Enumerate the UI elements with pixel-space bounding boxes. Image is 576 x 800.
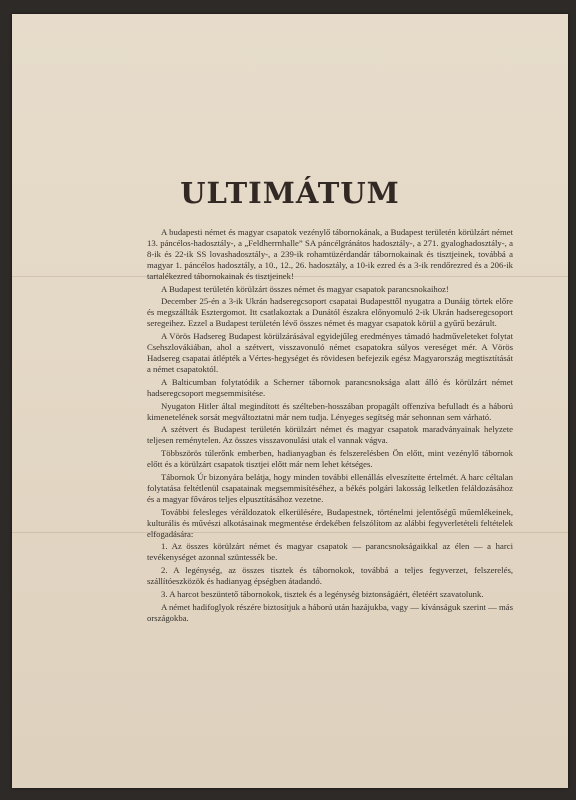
paragraph-balticum: A Balticumban folytatódik a Scherner tábornok parancsnoksága alatt álló és körülzárt német hadseregcsoport megsemmisítése. (147, 376, 513, 398)
paragraph-encirclement: December 25-én a 3-ik Ukrán hadseregcsoport csapatai Budapesttől nyugatra a Dunáig törtek előre és megszállták Esztergomot. Itt csatlakoztak a Dunától északra előnyomuló 2-ik Ukrán hadseregcsoport seregeihez. Ezzel a Budapest területén lévő összes német és magyar csapatok körül a gyűrű bezárult. (147, 296, 513, 329)
paragraph-prisoners: A német hadifoglyok részére biztosítjuk a háború után hazájukba, vagy — kívánságuk szerint — más országokba. (147, 602, 513, 623)
paragraph-resistance: Tábornok Úr bizonyára belátja, hogy minden további ellenállás elveszítette értelmét. A harc céltalan folytatása feltétlenül csapatainak megsemmisítéséhez, a békés polgári lakosság lelketlen feláldozásához és a magyar főváros teljes elpusztításához vezetne. (147, 472, 513, 504)
paragraph-red-army: A Vörös Hadsereg Budapest körülzárásával egyidejűleg eredményes támadó hadműveleteket folytat Csehszlovákiában, ahol a szétvert, visszavonuló német csapatokra súlyos vereséget mér. A Vörös Hadsereg csapatai átlépték a Vértes-hegységet és rövidesen befejezik egész Magyarország megtisztítását a német csapatoktól. (147, 331, 513, 374)
paragraph-commanders: A Budapest területén körülzárt összes német és magyar csapatok parancsnokaihoz! (161, 283, 449, 294)
paragraph-call-to-surrender: További felesleges véráldozatok elkerülésére, Budapestnek, történelmi jelentőségű műemlékeinek, kulturális és művészi alkotásainak megmentése érdekében felszólítom az alábbi fegyverletételi feltételek elfogadására: (147, 506, 513, 539)
document-body (147, 227, 513, 626)
condition-3: 3. A harcot beszüntető tábornokok, tisztek és a legénység biztonságáért, életéért szavatolunk. (161, 589, 484, 600)
paragraph-hopeless: A szétvert és Budapest területén körülzárt német és magyar csapatok maradványainak helyzete teljesen reménytelen. Az összes visszavonulási utak el vannak vágva. (147, 424, 513, 446)
paragraph-west-offensive: Nyugaton Hitler által megindított és szélteben-hosszában propagált offenzíva befulladt és a háború kimenetelének sorsát megváltoztatni már nem tudja. Lényeges segítség már sehonnan sem várható. (147, 400, 513, 422)
paragraph-addressee: A budapesti német és magyar csapatok vezénylő tábornokának, a Budapest területén körülzárt német 13. páncélos-hadosztály-, a „Feldherrnhalle” SA páncélgránátos hadosztály-, a 271. gyaloghadosztály-, a 8-ik és 22-ik SS lovashadosztály-, a 239-ik rohamtüzérdandár tábornokainak és tisztjeinek, továbbá a magyar 1. páncélos hadosztály, a 10., 12., 26. hadosztály, a 10-ik ezred és a 3-ik rendőrezred és a 206-ik tartalékezred tábornokainak és tisztjeinek! (147, 227, 513, 281)
document-title: ULTIMÁTUM (180, 176, 400, 210)
document-sheet (12, 14, 568, 788)
condition-1: 1. Az összes körülzárt német és magyar csapatok — parancsnokságaikkal az élen — a harci tevékenységet azonnal szüntessék be. (147, 541, 513, 563)
paragraph-superiority: Többszörös túlerőnk emberben, hadianyagban és felszerelésben Ön előtt, mint vezénylő tábornok előtt és a körülzárt csapatok tisztjei előtt már nem lehet kétséges. (147, 448, 513, 470)
condition-2: 2. A legénység, az összes tisztek és tábornokok, továbbá a teljes fegyverzet, felszerelés, szállítóeszközök és hadianyag épségben átadandó. (147, 565, 513, 587)
